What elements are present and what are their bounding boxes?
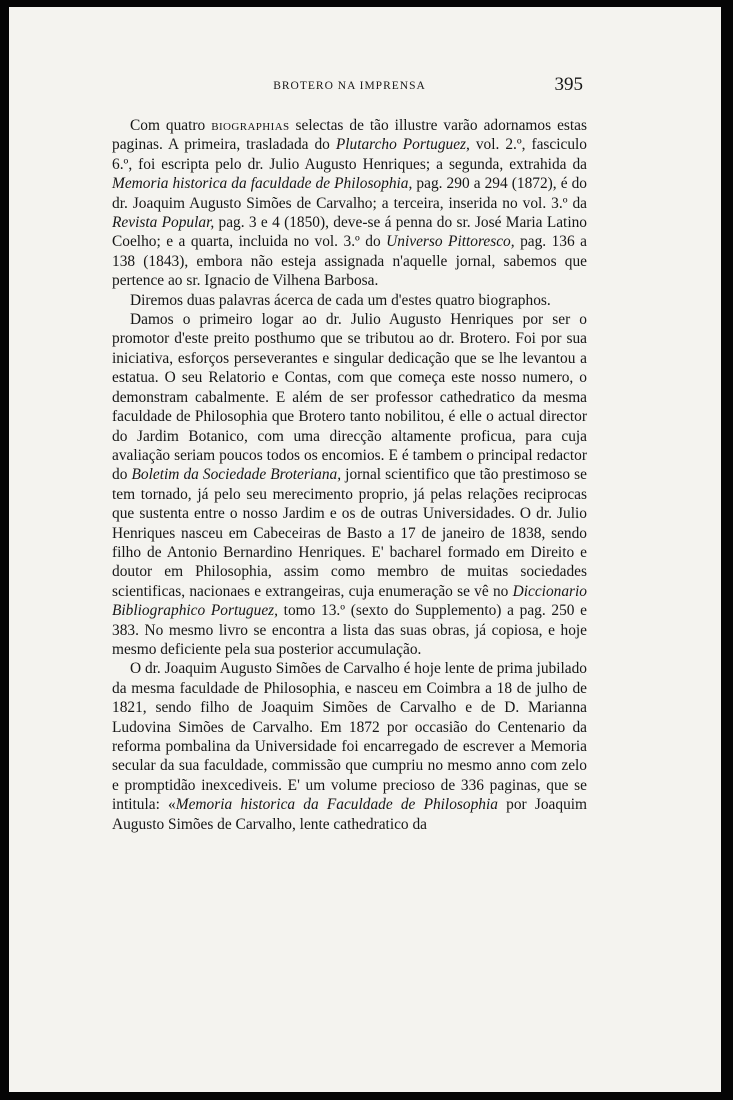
text-run: jornal scientifico que tão prestimoso se tem tornado, já pelo seu merecimento proprio, já pelas relações reciprocas que sustenta entre o nosso Jardim e os de outras Universidades. O dr. Julio Henriques nasceu em Cabeceiras de Basto a 17 de janeiro de 1838, sendo filho de Antonio Bernardino Henriques. E' bacharel formado em Direito e doutor em Philosophia, assim como membro de muitas sociedades scientificas, nacionaes e extrangeiras, cuja enumeração se vê no [112,466,587,600]
running-title: BROTERO NA IMPRENSA [273,80,426,92]
text-run: pag. 290 a 294 (1872), é do dr. Joaquim Augusto Simões de Carvalho; a terceira, inserida no vol. 3.º da [112,175,588,212]
text-run: pag. 3 e 4 (1850), deve-se á penna do sr. José Maria Latino Coelho; e a quarta, incluida no vol. 3.º do [112,214,587,251]
paragraph [112,310,587,659]
running-head [112,74,587,100]
italic-title: Memoria historica da Faculdade de Philosophia [175,796,498,814]
scan-border-right [721,0,733,1100]
text-run: Diremos duas palavras ácerca de cada um d'estes quatro biographos. [130,291,551,309]
paragraph [112,291,587,310]
book-page [112,74,587,834]
scan-border-bottom [0,1092,733,1100]
italic-title: Memoria historica da faculdade de Philosophia, [112,175,413,193]
text-run: selectas de tão illustre varão adornamos estas paginas. A primeira, trasladada do [112,117,587,154]
italic-title: Boletim da Sociedade Broteriana, [131,466,342,484]
text-run: vol. 2.º, fasciculo 6.º, foi escripta pelo dr. Julio Augusto Henriques; a segunda, extrahida da [112,136,587,173]
italic-title: Diccionario Bibliographico Portuguez, [112,582,587,620]
body-text [112,116,587,834]
italic-title: Revista Popular, [112,214,215,232]
paragraph [112,659,587,834]
small-caps-text: biographias [211,117,290,134]
italic-title: Universo Pittoresco, [386,233,515,251]
paragraph [112,116,587,291]
text-run: pag. 136 a 138 (1843), embora não esteja assignada n'aquelle jornal, sabemos que pertence ao sr. Ignacio de Vilhena Barbosa. [112,233,588,290]
scan-border-top [0,0,733,7]
text-run: Damos o primeiro logar ao dr. Julio Augusto Henriques por ser o promotor d'este preito posthumo que se tributou ao dr. Brotero. Foi por sua iniciativa, esforços perseverantes e singular dedicação que se lhe levantou a estatua. O seu Relatorio e Contas, com que começa este nosso numero, o demonstram cabalmente. E além de ser professor cathedratico da mesma faculdade de Philosophia que Brotero tanto nobilitou, é elle o actual director do Jardim Botanico, com uma direcção altamente proficua, para cuja avaliação seriam poucos todos os encomios. E é tambem o principal redactor do [112,311,587,484]
text-run: Com quatro [130,117,212,134]
text-run: tomo 13.º (sexto do Supplemento) a pag. 250 e 383. No mesmo livro se encontra a lista das suas obras, já copiosa, e hoje mesmo deficiente pela sua posterior accumulação. [112,602,587,658]
page-number: 395 [554,74,583,95]
text-run: O dr. Joaquim Augusto Simões de Carvalho é hoje lente de prima jubilado da mesma faculdade de Philosophia, e nasceu em Coimbra a 18 de julho de 1821, sendo filho de Joaquim Simões de Carvalho e de D. Marianna Ludovina Simões de Carvalho. Em 1872 por occasião do Centenario da reforma pombalina da Universidade foi encarregado de escrever a Memoria secular da sua faculdade, commissão que cumpriu no mesmo anno com zelo e promptidão inexcediveis. E' um volume precioso de 336 paginas, que se intitula: « [112,660,587,814]
scan-border-left [0,0,9,1100]
italic-title: Plutarcho Portuguez, [335,136,470,154]
text-run: por Joaquim Augusto Simões de Carvalho, lente cathedratico da [112,796,588,833]
